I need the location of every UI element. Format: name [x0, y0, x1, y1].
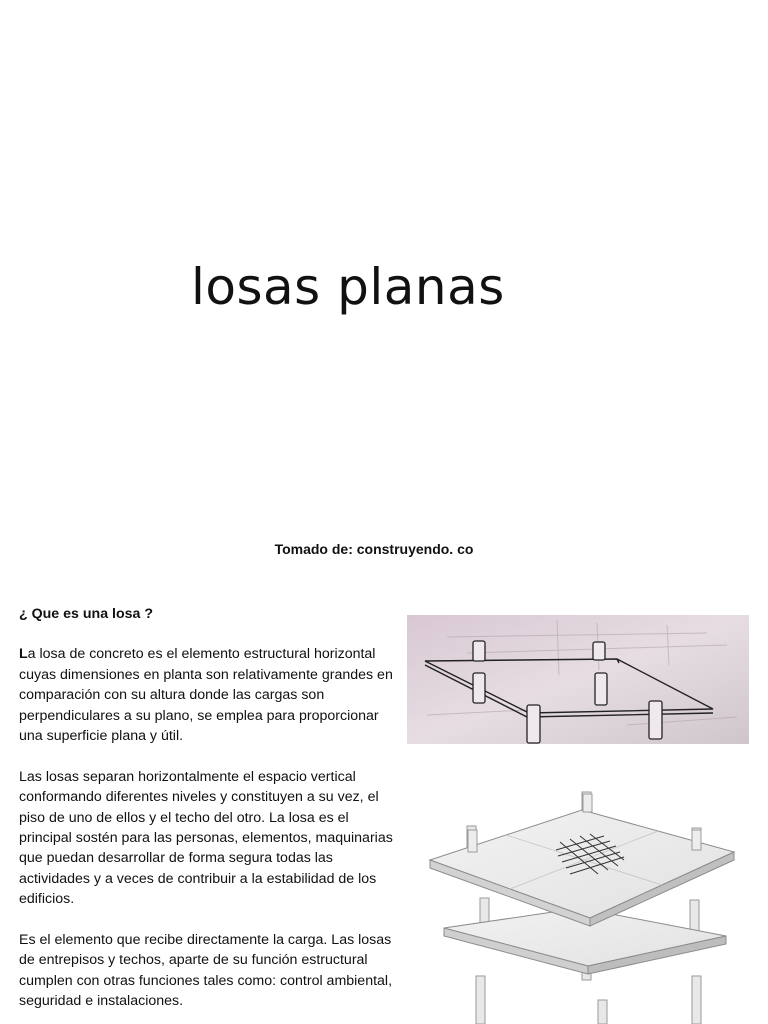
paragraph-function: Las losas separan horizontalmente el espacio vertical conformando diferentes niveles y constituyen a su vez, el piso de uno de ellos y el techo del otro. La losa es el principal sostén para las personas, elementos, maquinarias que puedan desarrollar de forma segura todas las actividades y a veces de contribuir a la estabilidad de los edificios. — [19, 768, 393, 908]
two-level-slab-drawing — [420, 790, 745, 1024]
source-credit: Tomado de: construyendo. co — [274, 541, 474, 557]
section-question: ¿ Que es una losa ? — [19, 606, 154, 622]
paragraph-load: Es el elemento que recibe directamente la carga. Las losas de entrepisos y techos, aparte de su función estructural cumplen con otras funciones tales como: control ambiental, seguridad e instalaciones. — [19, 932, 393, 1010]
drop-initial: L — [19, 646, 28, 663]
slab-sketch-figure — [407, 615, 749, 744]
slab-sketch-drawing — [407, 615, 749, 744]
paragraph-definition-text: a losa de concreto es el elemento estructural horizontal cuyas dimensiones en planta son relativamente grandes en comparación con su altura donde las cargas son perpendiculares a su plano, se emplea para proporcionar una superficie plana y útil. — [19, 646, 393, 745]
page-title: losas planas — [191, 258, 505, 316]
body-text-column — [19, 604, 397, 1024]
two-level-slab-figure — [420, 790, 745, 1024]
paragraph-definition — [19, 644, 397, 746]
